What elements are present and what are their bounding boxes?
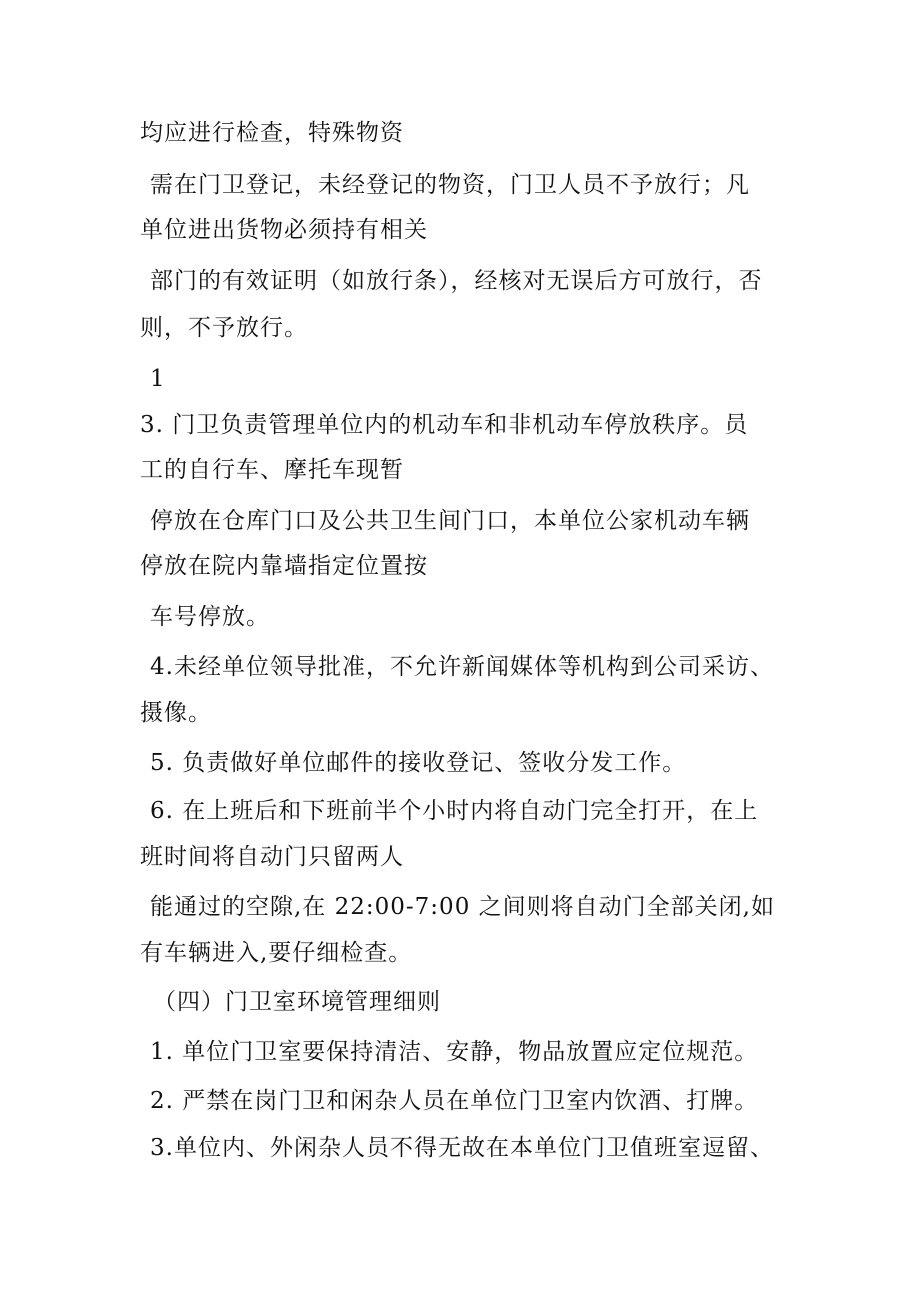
text-line: 则，不予放行。 — [140, 315, 308, 341]
text-line: 单位进出货物必须持有相关 — [140, 217, 428, 243]
text-line: 3.单位内、外闲杂人员不得无故在本单位门卫值班室逗留、 — [150, 1135, 774, 1161]
text-line: 摄像。 — [140, 700, 212, 726]
text-line: 工的自行车、摩托车现暂 — [140, 457, 404, 483]
text-line: 2. 严禁在岗门卫和闲杂人员在单位门卫室内饮酒、打牌。 — [150, 1088, 759, 1114]
text-line: 车号停放。 — [150, 604, 270, 630]
text-line: 1. 单位门卫室要保持清洁、安静，物品放置应定位规范。 — [150, 1039, 759, 1065]
text-line: 需在门卫登记，未经登记的物资，门卫人员不予放行；凡 — [150, 172, 750, 198]
text-line: 3. 门卫负责管理单位内的机动车和非机动车停放秩序。员 — [140, 412, 749, 438]
text-line: 停放在仓库门口及公共卫生间门口，本单位公家机动车辆 — [150, 508, 750, 534]
text-line: 班时间将自动门只留两人 — [140, 844, 404, 870]
text-line: 部门的有效证明（如放行条），经核对无误后方可放行，否 — [150, 268, 763, 294]
text-line: 4.未经单位领导批准，不允许新闻媒体等机构到公司采访、 — [150, 654, 774, 680]
text-line: 停放在院内靠墙指定位置按 — [140, 553, 428, 579]
text-line: 有车辆进入,要仔细检查。 — [140, 940, 413, 966]
text-line: 能通过的空隙,在 22:00-7:00 之间则将自动门全部关闭,如 — [150, 894, 775, 920]
text-line: 6. 在上班后和下班前半个小时内将自动门完全打开，在上 — [150, 798, 759, 824]
text-line: 均应进行检查，特殊物资 — [140, 120, 404, 146]
text-line: 1 — [150, 366, 166, 392]
text-line: 5. 负责做好单位邮件的接收登记、签收分发工作。 — [150, 750, 687, 776]
section-heading: （四）门卫室环境管理细则 — [153, 989, 441, 1015]
